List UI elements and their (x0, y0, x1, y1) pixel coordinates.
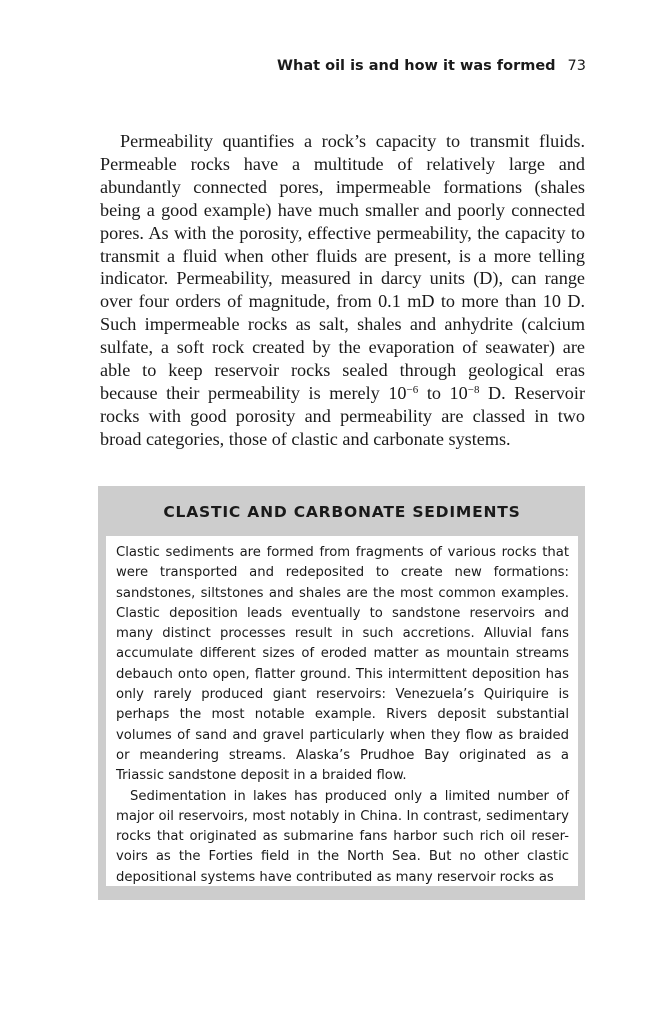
box-paragraph-1: Clastic sediments are formed from fragments of various rocks that were transported and redeposited to create new formations: sandstones, siltstones and shales are the most common examples. Clastic deposition leads eventually to sandstone reservoirs and many distinct processes result in such accretions. Alluvial fans accumulate different sizes of eroded matter as mountain streams debauch onto open, flatter ground. This intermittent deposition has only rarely produced giant reservoirs: Venezuela’s Quiriquire is perhaps the most notable example. Rivers deposit substantial volumes of sand and gravel particularly when they flow as braided or meandering streams. Alaska’s Prudhoe Bay originated as a Triassic sandstone deposit in a braided flow. (116, 545, 569, 784)
running-head-title: What oil is and how it was formed (277, 58, 556, 74)
box-paragraph-2: Sedimentation in lakes has produced only a limited number of major oil reservoirs, most notably in China. In contrast, sedimentary rocks that originated as submarine fans harbor such rich oil reser-voirs as the Forties field in the North Sea. But no other clastic depositional systems have contributed as many reservoir rocks as (116, 788, 569, 885)
sidebar-box (98, 486, 585, 900)
running-head (100, 58, 586, 74)
exponent-2: −8 (467, 383, 480, 396)
box-content (106, 536, 578, 886)
body-paragraph (100, 130, 585, 451)
body-text-mid: to 10 (418, 382, 468, 403)
box-title: CLASTIC AND CARBONATE SEDIMENTS (163, 503, 521, 521)
body-text-start: Permeability quantifies a rock’s capacity to transmit fluids. Permeable rocks have a multitude of relatively large and abundantly connected pores, impermeable formations (shales being a good example) have much smaller and poorly connected pores. As with the porosity, effective permeability, the capacity to transmit a fluid when other fluids are present, is a more telling indicator. Permeability, measured in darcy units (D), can range over four orders of magnitude, from 0.1 mD to more than 10 D. Such impermeable rocks as salt, shales and anhydrite (calcium sulfate, a soft rock created by the evaporation of seawater) are able to keep reservoir rocks sealed through geological eras because their permeability is merely 10 (100, 131, 585, 403)
exponent-1: −6 (406, 383, 419, 396)
body-text-end: D. Reservoir rocks with good porosity and permeability are classed in two broad categories, those of clastic and carbonate systems. (100, 382, 585, 449)
page-number: 73 (567, 58, 586, 74)
